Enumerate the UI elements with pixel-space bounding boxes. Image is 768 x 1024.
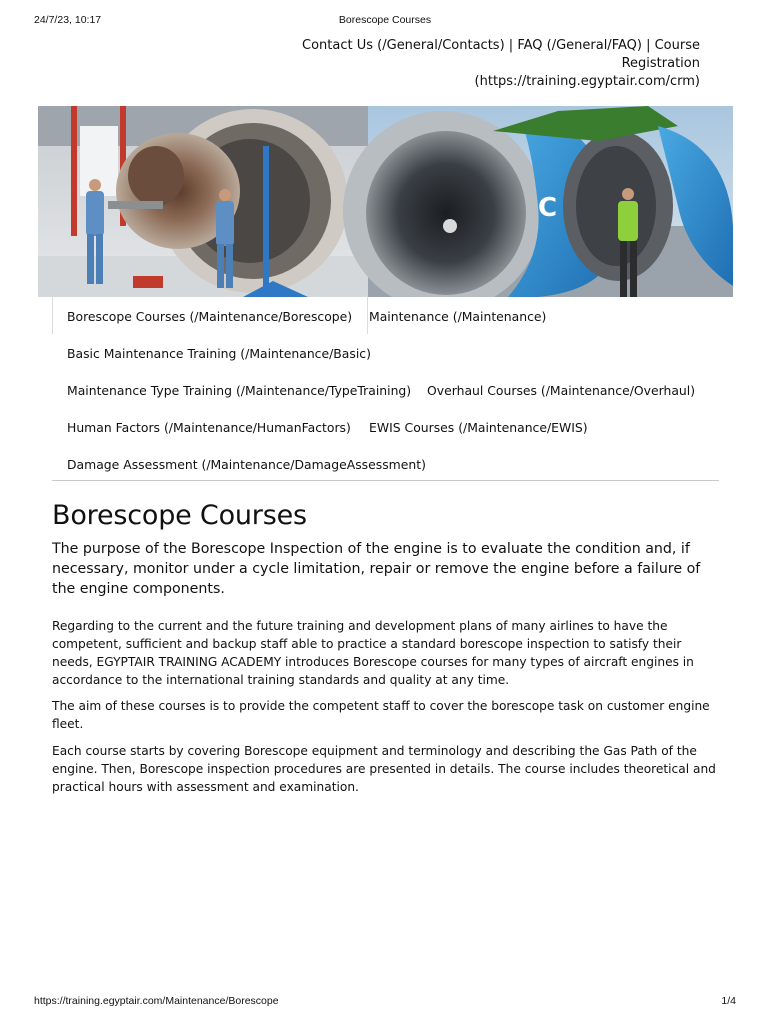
nav-item-maintenance[interactable]: Maintenance (/Maintenance) [369, 309, 547, 324]
svg-text:C: C [538, 193, 558, 223]
nav-row [52, 334, 719, 371]
body-paragraph: The aim of these courses is to provide the competent staff to cover the borescope task on customer engine fleet. [52, 699, 710, 731]
link-separator: | [504, 38, 518, 53]
nav-item-basic-maintenance[interactable]: Basic Maintenance Training (/Maintenance/Basic) [67, 346, 371, 361]
print-footer [34, 995, 736, 1009]
hero-banner-image [38, 106, 733, 297]
page-heading: Borescope Courses [52, 500, 307, 531]
page-number: 1/4 [721, 995, 736, 1007]
print-header [34, 14, 736, 30]
nav-item-borescope[interactable]: Borescope Courses (/Maintenance/Borescope) [52, 297, 368, 334]
nav-item-damage-assessment[interactable]: Damage Assessment (/Maintenance/DamageAssessment) [67, 457, 426, 472]
link-separator: | [641, 38, 655, 53]
nav-row [52, 408, 719, 445]
faq-link[interactable]: FAQ (/General/FAQ) [517, 38, 642, 53]
nav-row [52, 371, 719, 408]
maintenance-nav [52, 297, 719, 482]
nav-row [52, 297, 719, 334]
course-registration-link[interactable]: Course Registration [621, 38, 700, 71]
body-paragraph: Regarding to the current and the future training and development plans of many airlines to have the competent, sufficient and backup staff able to practice a standard borescope inspection to satisfy their needs, EGYPTAIR TRAINING ACADEMY introduces Borescope courses for many types of aircraft engines in accordance to the international training standards and quality at any time. [52, 619, 694, 687]
nav-item-type-training[interactable]: Maintenance Type Training (/Maintenance/TypeTraining) [67, 383, 412, 398]
nav-row [52, 445, 719, 482]
nav-item-human-factors[interactable]: Human Factors (/Maintenance/HumanFactors) [67, 420, 351, 435]
nav-item-overhaul[interactable]: Overhaul Courses (/Maintenance/Overhaul) [427, 383, 696, 398]
main-content [52, 497, 720, 796]
nav-item-ewis[interactable]: EWIS Courses (/Maintenance/EWIS) [369, 420, 588, 435]
engine-maintenance-photo [38, 106, 733, 297]
print-datetime: 24/7/23, 10:17 [34, 14, 102, 26]
body-paragraph: Each course starts by covering Borescope equipment and terminology and describing the Gas Path of the engine. Then, Borescope inspection procedures are presented in details. The course includes theoretical and practical hours with assessment and examination. [52, 744, 716, 794]
top-links [230, 37, 700, 91]
course-registration-url[interactable]: (https://training.egyptair.com/crm) [474, 74, 700, 89]
contact-us-link[interactable]: Contact Us (/General/Contacts) [302, 38, 505, 53]
print-url: https://training.egyptair.com/Maintenance/Borescope [34, 995, 279, 1007]
print-page-title: Borescope Courses [338, 14, 432, 26]
nav-divider [52, 480, 719, 481]
lead-paragraph: The purpose of the Borescope Inspection of the engine is to evaluate the condition and, if necessary, monitor under a cycle limitation, repair or remove the engine before a failure of the engine components. [52, 541, 701, 597]
